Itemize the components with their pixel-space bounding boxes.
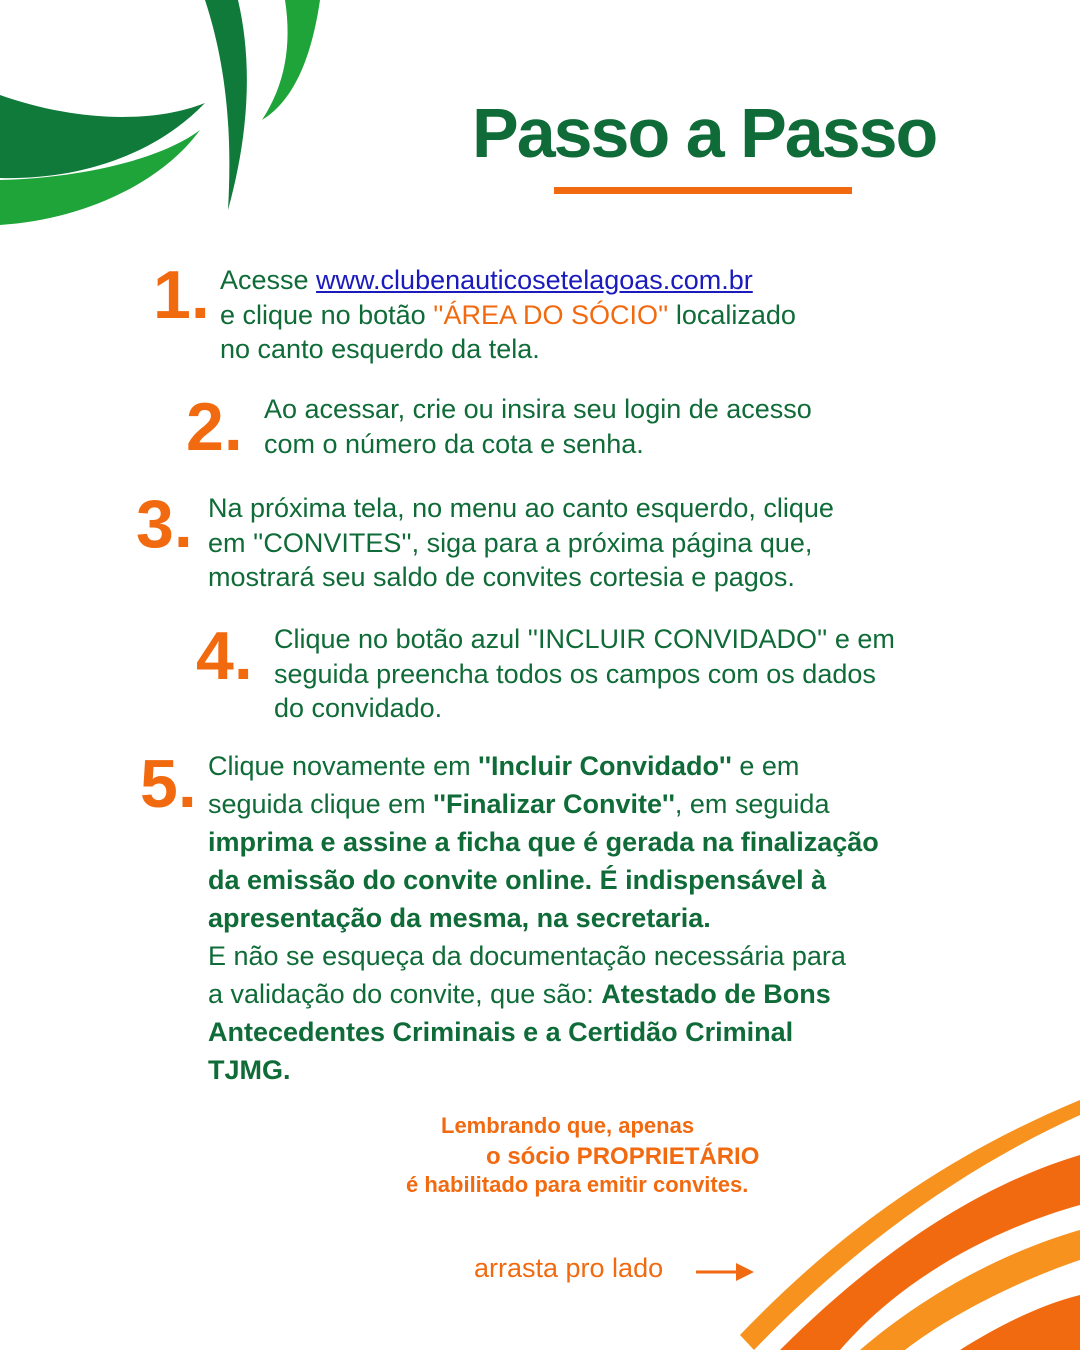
step-4-text — [274, 622, 895, 726]
page-title: Passo a Passo — [472, 94, 937, 172]
step-5-line-2: seguida clique em ''Finalizar Convite'', em seguida — [208, 789, 830, 819]
club-website-link[interactable]: www.clubenauticosetelagoas.com.br — [316, 265, 753, 295]
step-2-text — [264, 392, 812, 461]
step-2-line-2: com o número da cota e senha. — [264, 428, 644, 459]
step-3-number: 3. — [136, 486, 193, 562]
step-5-line-1: Clique novamente em ''Incluir Convidado'' e em — [208, 751, 800, 781]
step-3-line-2: em ''CONVITES'', siga para a próxima página que, — [208, 527, 813, 558]
step-4-number: 4. — [196, 618, 253, 694]
green-swoosh-decoration — [0, 0, 340, 230]
reminder-line-2: o sócio PROPRIETÁRIO — [486, 1143, 760, 1170]
step-1-line-3: no canto esquerdo da tela. — [220, 334, 540, 364]
step-5-line-5: apresentação da mesma, na secretaria. — [208, 903, 711, 933]
area-do-socio-highlight: ''ÁREA DO SÓCIO'' — [433, 299, 669, 330]
step-3-line-3: mostrará seu saldo de convites cortesia e pagos. — [208, 562, 795, 592]
step-5-line-4: da emissão do convite online. É indispensável à — [208, 865, 827, 895]
step-3-text — [208, 491, 834, 595]
arrow-right-icon — [696, 1262, 754, 1282]
step-1-number: 1. — [153, 257, 210, 333]
step-4-line-1: Clique no botão azul ''INCLUIR CONVIDADO'' e em — [274, 624, 895, 654]
orange-swoosh-decoration — [740, 1080, 1080, 1350]
step-1-line-2: e clique no botão ''ÁREA DO SÓCIO'' localizado — [220, 299, 796, 330]
step-5-line-3: imprima e assine a ficha que é gerada na finalização — [208, 827, 879, 857]
step-2-line-1: Ao acessar, crie ou insira seu login de acesso — [264, 394, 812, 424]
swipe-hint: arrasta pro lado — [474, 1253, 664, 1283]
reminder-line-3: é habilitado para emitir convites. — [406, 1172, 749, 1197]
step-5-line-6: E não se esqueça da documentação necessária para — [208, 941, 846, 971]
step-2-number: 2. — [186, 389, 243, 465]
step-5-line-7: a validação do convite, que são: Atestado de Bons — [208, 979, 831, 1009]
step-5-number: 5. — [140, 746, 197, 822]
reminder-line-1: Lembrando que, apenas — [441, 1113, 695, 1138]
step-3-line-1: Na próxima tela, no menu ao canto esquerdo, clique — [208, 493, 834, 523]
step-5-text — [208, 747, 879, 1089]
title-underline — [554, 187, 852, 194]
step-5-line-8: Antecedentes Criminais e a Certidão Criminal — [208, 1017, 794, 1047]
step-4-line-3: do convidado. — [274, 693, 443, 723]
step-1-line-1: Acesse www.clubenauticosetelagoas.com.br — [220, 265, 753, 295]
step-4-line-2: seguida preencha todos os campos com os dados — [274, 658, 876, 689]
step-1-text — [220, 263, 796, 367]
step-5-line-9: TJMG. — [208, 1055, 291, 1085]
